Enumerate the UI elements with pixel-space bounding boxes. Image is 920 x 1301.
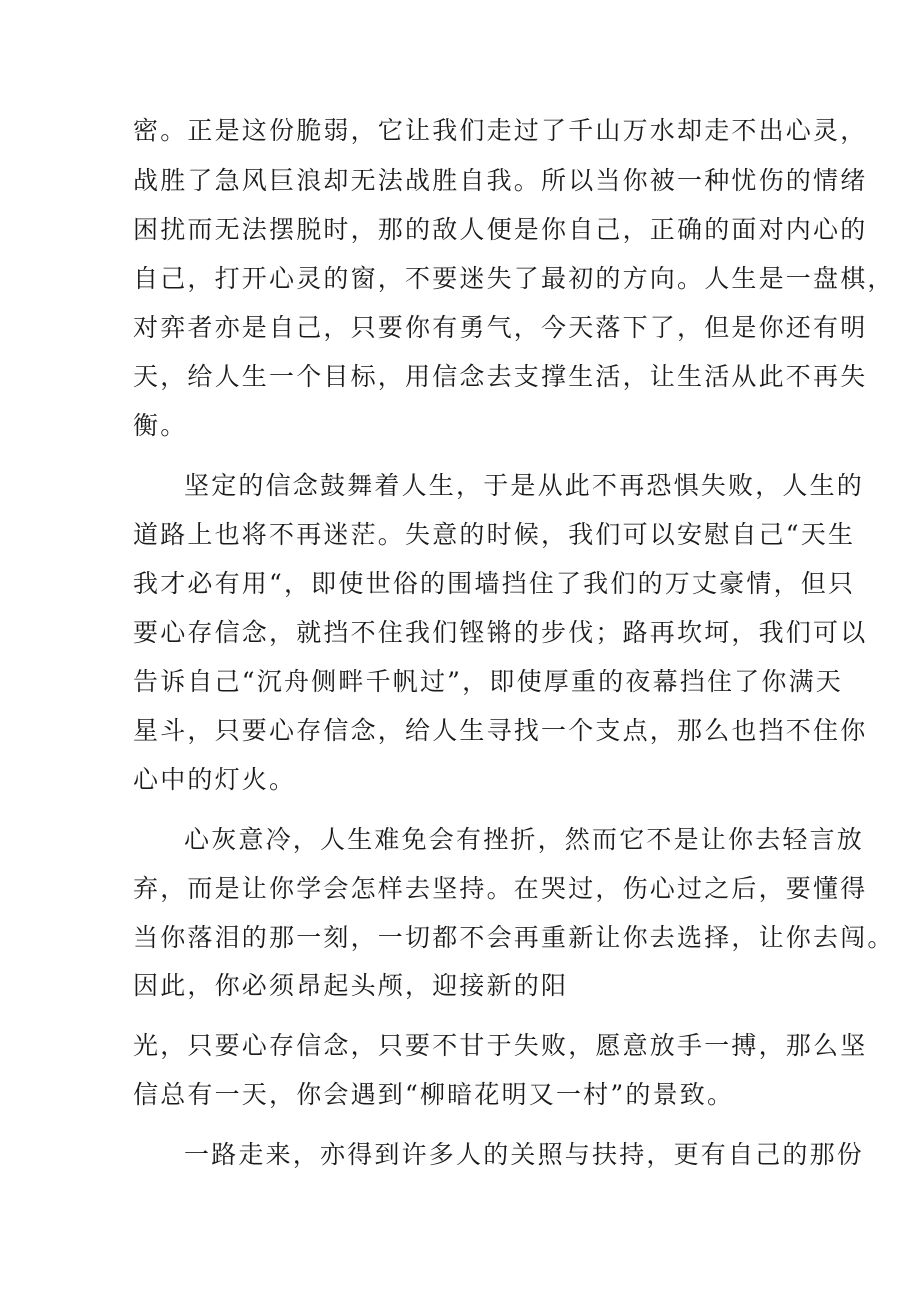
paragraph-3-line-1: 心灰意冷，人生难免会有挫折，然而它不是让你去轻言放 (184, 825, 865, 854)
paragraph-3-line-4: 因此，你必须昂起头颅，迎接新的阳 (133, 971, 569, 1000)
paragraph-4-line-1: 光，只要心存信念，只要不甘于失败，愿意放手一搏，那么坚 (133, 1031, 868, 1060)
paragraph-1-line-3: 困扰而无法摆脱时，那的敌人便是你自己，正确的面对内心的 (133, 215, 868, 244)
paragraph-2-line-7: 心中的灯火。 (133, 765, 297, 794)
paragraph-1-line-6: 天，给人生一个目标，用信念去支撑生活，让生活从此不再失 (133, 362, 868, 391)
paragraph-2-line-1: 坚定的信念鼓舞着人生，于是从此不再恐惧失败，人生的 (184, 471, 865, 500)
paragraph-1-line-5: 对弈者亦是自己，只要你有勇气，今天落下了，但是你还有明 (133, 313, 868, 342)
paragraph-2-line-6: 星斗，只要心存信念，给人生寻找一个支点，那么也挡不住你 (133, 716, 868, 745)
paragraph-2-line-4: 要心存信念，就挡不住我们铿锵的步伐；路再坎坷，我们可以 (133, 618, 868, 647)
paragraph-1-line-1: 密。正是这份脆弱，它让我们走过了千山万水却走不出心灵， (133, 116, 868, 145)
paragraph-3-line-2: 弃，而是让你学会怎样去坚持。在哭过，伤心过之后，要懂得 (133, 874, 868, 903)
paragraph-1-line-2: 战胜了急风巨浪却无法战胜自我。所以当你被一种忧伤的情绪 (133, 166, 868, 195)
paragraph-2-line-2: 道路上也将不再迷茫。失意的时候，我们可以安慰自己“天生 (133, 520, 856, 549)
paragraph-3-line-3: 当你落泪的那一刻，一切都不会再重新让你去选择，让你去闯。 (133, 923, 895, 952)
paragraph-1-line-4: 自己，打开心灵的窗，不要迷失了最初的方向。人生是一盘棋， (133, 264, 895, 293)
paragraph-5-line-1: 一路走来，亦得到许多人的关照与扶持，更有自己的那份 (184, 1140, 865, 1169)
paragraph-2-line-5: 告诉自己“沉舟侧畔千帆过”，即使厚重的夜幕挡住了你满天 (133, 667, 843, 696)
paragraph-1-line-7: 衡。 (133, 411, 188, 440)
paragraph-2-line-3: 我才必有用“，即使世俗的围墙挡住了我们的万丈豪情，但只 (133, 569, 856, 598)
paragraph-4-line-2: 信总有一天，你会遇到“柳暗花明又一村”的景致。 (133, 1080, 735, 1109)
